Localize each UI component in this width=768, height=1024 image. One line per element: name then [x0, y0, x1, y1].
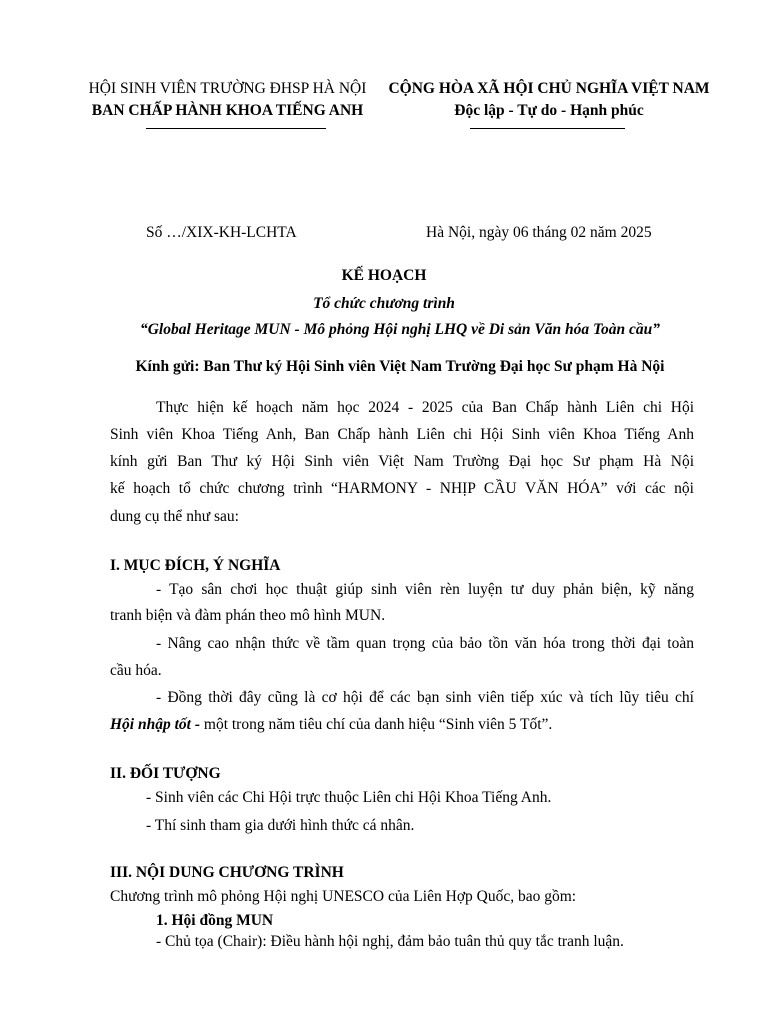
intro-line: kính gửi Ban Thư ký Hội Sinh viên Việt Nam Trường Đại học Sư phạm Hà Nội — [110, 453, 694, 470]
content-intro: Chương trình mô phỏng Hội nghị UNESCO của Liên Hợp Quốc, bao gồm: — [110, 888, 577, 905]
program-name: “Global Heritage MUN - Mô phỏng Hội nghị LHQ về Di sản Văn hóa Toàn cầu” — [139, 321, 661, 338]
audience-bullet-2: - Thí sinh tham gia dưới hình thức cá nhân. — [146, 817, 415, 834]
motto-underline — [470, 128, 625, 129]
document-title: KẾ HOẠCH — [341, 267, 427, 284]
org-line-2: BAN CHẤP HÀNH KHOA TIẾNG ANH — [91, 102, 364, 119]
nation-line-2: Độc lập - Tự do - Hạnh phúc — [454, 102, 644, 119]
purpose-bullet-3-cont — [110, 716, 552, 734]
organization-header — [85, 78, 370, 122]
purpose-bullet-1: - Tạo sân chơi học thuật giúp sinh viên rèn luyện tư duy phản biện, kỹ năng — [156, 581, 694, 598]
criterion-highlight: Hội nhập tốt - — [110, 716, 201, 733]
section-heading-purpose: I. MỤC ĐÍCH, Ý NGHĨA — [110, 557, 281, 574]
intro-line: Thực hiện kế hoạch năm học 2024 - 2025 của Ban Chấp hành Liên chi Hội — [156, 399, 694, 416]
document-subtitle: Tổ chức chương trình — [313, 295, 455, 312]
document-number: Số …/XIX-KH-LCHTA — [146, 224, 297, 241]
purpose-bullet-3: - Đồng thời đây cũng là cơ hội để các bạn sinh viên tiếp xúc và tích lũy tiêu chí — [156, 689, 694, 706]
section-heading-content: III. NỘI DUNG CHƯƠNG TRÌNH — [110, 864, 344, 881]
chair-description: - Chủ tọa (Chair): Điều hành hội nghị, đảm bảo tuân thủ quy tắc tranh luận. — [156, 933, 624, 950]
intro-line: Sinh viên Khoa Tiếng Anh, Ban Chấp hành Liên chi Hội Sinh viên Khoa Tiếng Anh — [110, 426, 694, 443]
nation-line-1: CỘNG HÒA XÃ HỘI CHỦ NGHĨA VIỆT NAM — [388, 80, 710, 97]
purpose-bullet-1-cont: tranh biện và đàm phán theo mô hình MUN. — [110, 607, 386, 624]
org-underline — [146, 128, 326, 129]
purpose-bullet-2-cont: cầu hóa. — [110, 662, 162, 679]
intro-line: dung cụ thể như sau: — [110, 508, 239, 525]
audience-bullet-1: - Sinh viên các Chi Hội trực thuộc Liên chi Hội Khoa Tiếng Anh. — [146, 789, 552, 806]
org-line-1: HỘI SINH VIÊN TRƯỜNG ĐHSP HÀ NỘI — [88, 80, 367, 97]
criterion-text: một trong năm tiêu chí của danh hiệu “Sinh viên 5 Tốt”. — [200, 716, 553, 733]
subsection-mun-council: 1. Hội đồng MUN — [156, 912, 274, 929]
section-heading-audience: II. ĐỐI TƯỢNG — [110, 765, 221, 782]
place-date: Hà Nội, ngày 06 tháng 02 năm 2025 — [426, 224, 652, 241]
recipient-line: Kính gửi: Ban Thư ký Hội Sinh viên Việt Nam Trường Đại học Sư phạm Hà Nội — [135, 358, 665, 375]
intro-line: kế hoạch tổ chức chương trình “HARMONY - NHỊP CẦU VĂN HÓA” với các nội — [110, 480, 694, 497]
national-motto-header — [384, 78, 714, 122]
purpose-bullet-2: - Nâng cao nhận thức về tầm quan trọng của bảo tồn văn hóa trong thời đại toàn — [156, 635, 694, 652]
